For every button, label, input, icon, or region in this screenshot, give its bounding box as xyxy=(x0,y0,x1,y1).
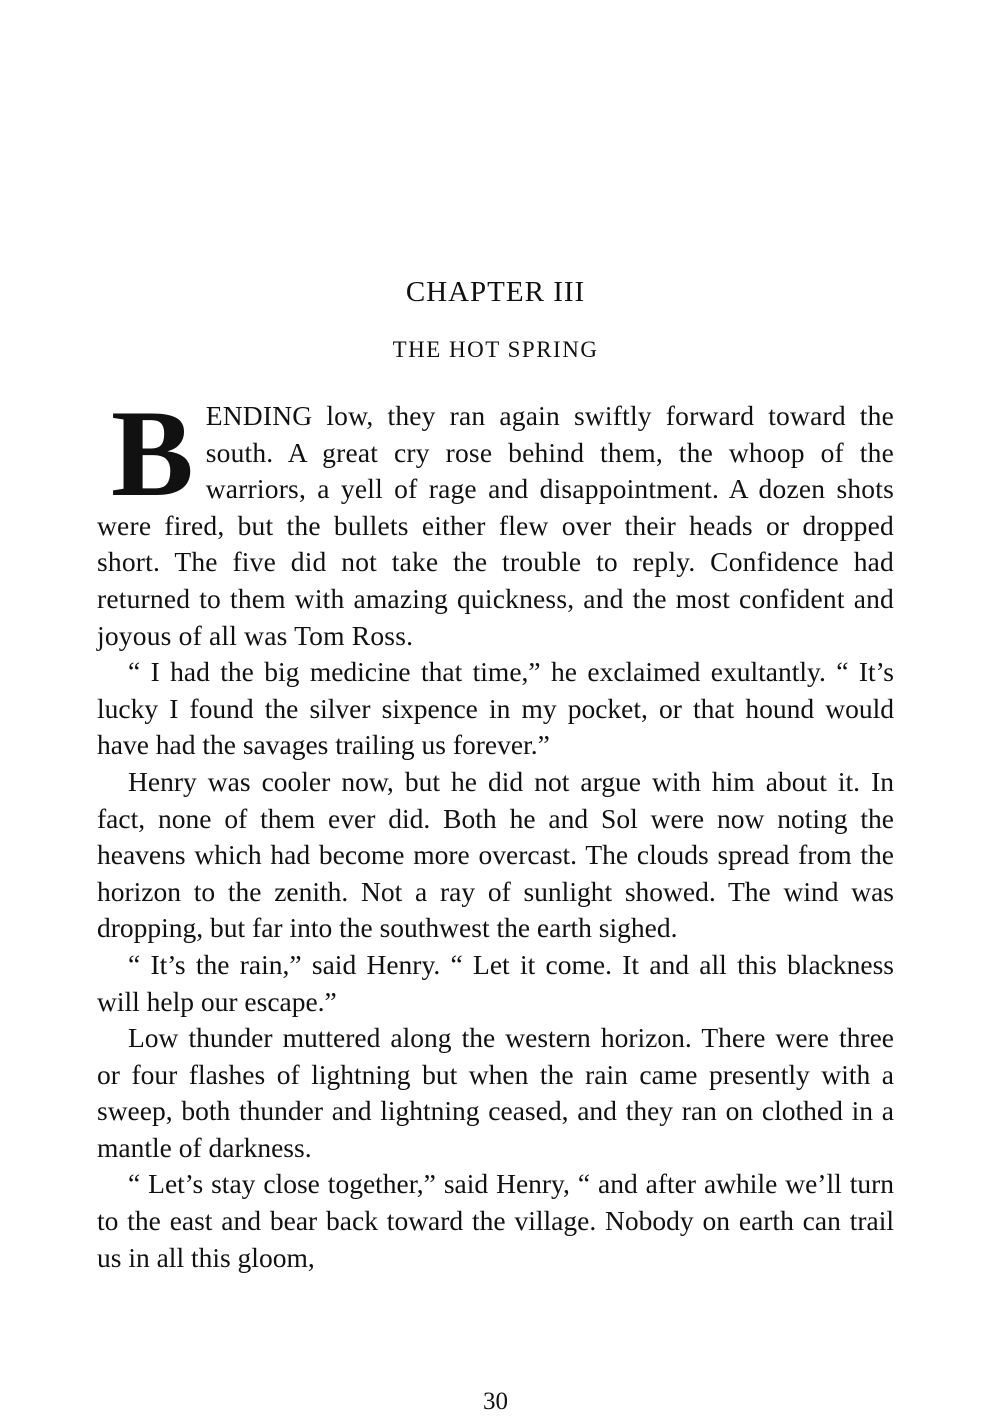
drop-cap: B xyxy=(111,385,194,522)
page-number: 30 xyxy=(483,1388,508,1415)
paragraph-5: Low thunder muttered along the western horizon. There were three or four flashes of lightning but when the rain came presently with a sweep, both thunder and lightning ceased, and they ran on clothed in a mantle of darkness. xyxy=(97,1022,894,1163)
paragraph-6: “ Let’s stay close together,” said Henry, “ and after awhile we’ll turn to the east and bear back toward the village. Nobody on earth can trail us in all this gloom, xyxy=(97,1168,894,1273)
paragraph-text: ENDING low, they ran again swiftly forward toward the south. A great cry rose behind them, the whoop of the warriors, a yell of rage and disappointment. A dozen shots were fired, but the bullets either flew over their heads or dropped short. The five did not take the trouble to reply. Confidence had returned to them with amazing quickness, and the most confident and joyous of all was Tom Ross. xyxy=(97,400,894,651)
paragraph-1 xyxy=(97,385,894,654)
paragraph-4: “ It’s the rain,” said Henry. “ Let it come. It and all this blackness will help our escape.” xyxy=(97,948,894,1017)
book-page xyxy=(97,0,894,1425)
paragraph-2: “ I had the big medicine that time,” he exclaimed exultantly. “ It’s lucky I found the silver sixpence in my pocket, or that hound would have had the savages trailing us forever.” xyxy=(97,656,894,761)
chapter-title: THE HOT SPRING xyxy=(392,337,599,362)
chapter-body xyxy=(97,385,894,1276)
paragraph-3: Henry was cooler now, but he did not argue with him about it. In fact, none of them ever did. Both he and Sol were now noting the heavens which had become more overcast. The clouds spread from the horizon to the zenith. Not a ray of sunlight showed. The wind was dropping, but far into the southwest the earth sighed. xyxy=(97,765,894,944)
chapter-heading: CHAPTER III xyxy=(405,276,586,308)
